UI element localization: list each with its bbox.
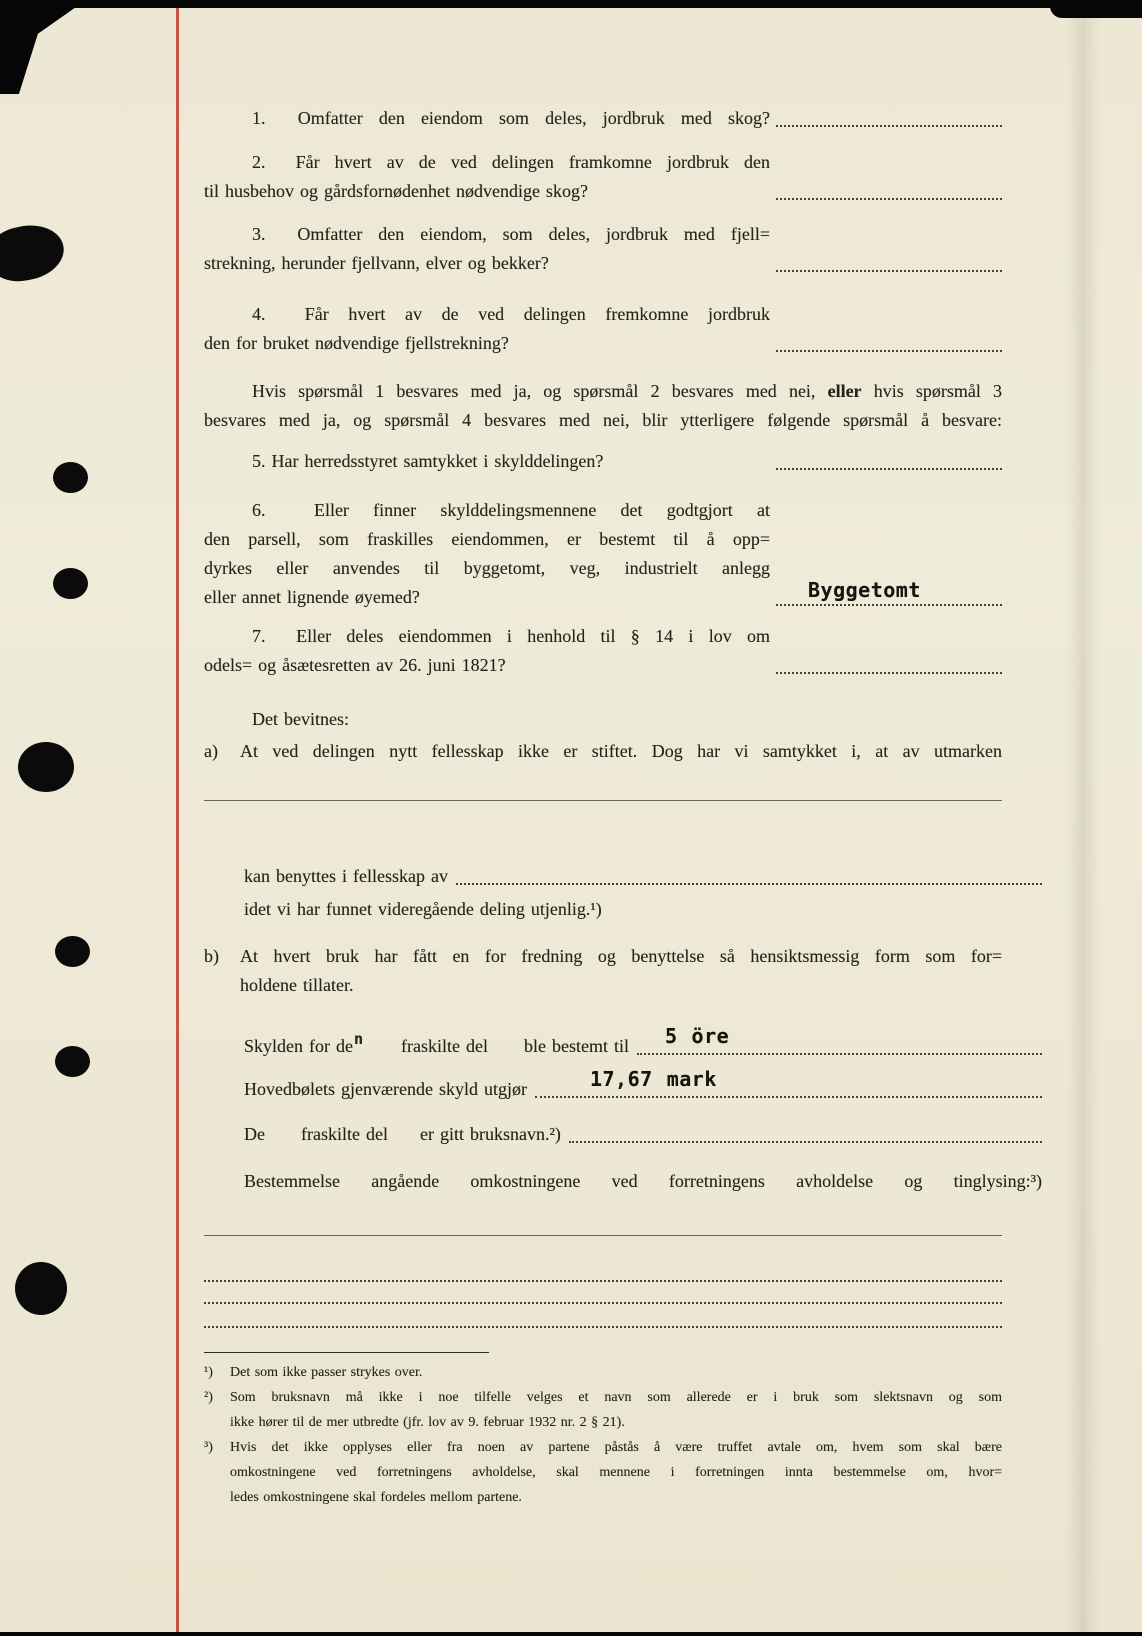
footnote-1-marker: ¹) xyxy=(204,1365,213,1380)
question-3-text-line2: strekning, herunder fjellvann, elver og bekker? xyxy=(204,253,549,273)
footnotes xyxy=(204,1360,1002,1510)
answer-line-q2 xyxy=(776,198,1002,200)
paper-sheet xyxy=(0,8,1142,1632)
footnote-3-line1: Hvis det ikke opplyses eller fra noen av partene påstås å være truffet avtale om, hvem som skal bære xyxy=(230,1440,1002,1455)
bruksnavn-part3: er gitt bruksnavn.²) xyxy=(419,1124,561,1144)
punch-hole xyxy=(0,219,69,288)
question-1-text: 1. Omfatter den eiendom som deles, jordbruk med skog? xyxy=(252,108,770,128)
skyld-part3: ble bestemt til xyxy=(523,1036,629,1056)
footnote-3-line2: omkostningene ved forretningens avholdelse, skal mennene i forretningen innta bestemmelse om, hvor= xyxy=(230,1465,1002,1480)
skyld-row xyxy=(204,1024,1042,1061)
question-6-text-line2: den parsell, som fraskilles eiendommen, er bestemt til å opp= xyxy=(204,529,770,549)
attestation-heading-block xyxy=(204,705,1002,734)
question-5-text: 5. Har herredsstyret samtykket i skylddelingen? xyxy=(252,451,604,471)
punch-hole xyxy=(55,936,90,967)
idet-row xyxy=(204,895,1042,924)
attestation-heading: Det bevitnes: xyxy=(252,709,349,729)
typed-answer-byggetomt: Byggetomt xyxy=(808,578,921,602)
punch-hole xyxy=(18,742,74,792)
punch-hole xyxy=(55,1046,90,1077)
answer-line-q4 xyxy=(776,350,1002,352)
intro-line1-post: hvis spørsmål 3 xyxy=(861,381,1002,401)
kan-benyttes-answer-line xyxy=(456,883,1042,885)
question-3-text-line1: 3. Omfatter den eiendom, som deles, jordbruk med fjell= xyxy=(252,224,770,244)
question-7 xyxy=(204,622,1002,680)
bestemmelse-text: Bestemmelse angående omkostningene ved forretningens avholdelse og tinglysing:³) xyxy=(244,1171,1042,1191)
bruksnavn-answer-line xyxy=(569,1141,1042,1143)
footnote-3 xyxy=(204,1435,1002,1510)
attestation-a-text: At ved delingen nytt fellesskap ikke er stiftet. Dog har vi samtykket i, at av utmarken xyxy=(240,741,1002,761)
bruksnavn-part2: fraskilte del xyxy=(301,1124,388,1144)
hovedbol-label: Hovedbølets gjenværende skyld utgjør xyxy=(244,1079,527,1099)
blank-writing-line xyxy=(204,1235,1002,1236)
question-4-text-line2: den for bruket nødvendige fjellstrekning? xyxy=(204,333,509,353)
typed-answer-17-67-mark: 17,67 mark xyxy=(589,1067,717,1091)
skyld-answer-line xyxy=(637,1024,1042,1055)
footnote-1 xyxy=(204,1360,1002,1385)
answer-line-q3 xyxy=(776,270,1002,272)
question-2-text-line2: til husbehov og gårdsfornødenhet nødvendige skog? xyxy=(204,181,588,201)
footnote-2-marker: ²) xyxy=(204,1390,213,1405)
hovedbol-answer-line xyxy=(535,1067,1042,1098)
intro-line1 xyxy=(204,377,1002,406)
footnote-3-marker: ³) xyxy=(204,1440,213,1455)
question-2 xyxy=(204,148,1002,206)
punch-hole xyxy=(53,568,88,599)
typed-superscript-n: n xyxy=(353,1030,364,1048)
question-4 xyxy=(204,300,1002,358)
intro-line2: besvares med ja, og spørsmål 4 besvares med nei, blir ytterligere følgende spørsmål å besvare: xyxy=(204,410,1002,430)
question-3 xyxy=(204,220,1002,278)
blank-writing-line xyxy=(204,1326,1002,1328)
attestation-b-marker: b) xyxy=(204,946,219,966)
question-2-text-line1: 2. Får hvert av de ved delingen framkomne jordbruk den xyxy=(252,152,770,172)
question-1 xyxy=(204,104,1002,133)
bestemmelse-row xyxy=(204,1167,1042,1196)
bruksnavn-part1: De xyxy=(244,1124,265,1144)
blank-writing-line xyxy=(204,1280,1002,1282)
typed-answer-5-ore: 5 öre xyxy=(664,1024,730,1048)
bruksnavn-row xyxy=(204,1120,1042,1149)
paper-crease xyxy=(1066,8,1100,1632)
attestation-b-line1: At hvert bruk har fått en for fredning og benyttelse så hensiktsmessig form som for= xyxy=(240,946,1002,966)
footnote-separator xyxy=(204,1352,489,1353)
attestation-b xyxy=(204,942,1002,1000)
footnote-2-line2: ikke hører til de mer utbredte (jfr. lov av 9. februar 1932 nr. 2 § 21). xyxy=(230,1415,625,1430)
footnote-3-line3: ledes omkostningene skal fordeles mellom partene. xyxy=(230,1490,522,1505)
answer-line-q5 xyxy=(776,468,1002,470)
footnote-1-text: Det som ikke passer strykes over. xyxy=(230,1365,423,1380)
question-6-text-line3: dyrkes eller anvendes til byggetomt, veg, industrielt anlegg xyxy=(204,558,770,578)
question-6-text-line1: 6. Eller finner skylddelingsmennene det godtgjort at xyxy=(252,500,770,520)
question-6-text-line4: eller annet lignende øyemed? xyxy=(204,587,420,607)
intro-line1-bold: eller xyxy=(827,381,862,401)
attestation-b-line2: holdene tillater. xyxy=(240,975,354,995)
hovedbol-row xyxy=(204,1067,1042,1104)
intro-paragraph xyxy=(204,377,1002,435)
skyld-part1: Skylden for de xyxy=(244,1036,353,1056)
answer-line-q7 xyxy=(776,672,1002,674)
kan-benyttes-row xyxy=(204,862,1042,891)
question-5 xyxy=(204,447,1002,476)
footnote-2 xyxy=(204,1385,1002,1435)
footnote-2-line1: Som bruksnavn må ikke i noe tilfelle velges et navn som allerede er i bruk som slektsnavn og som xyxy=(230,1390,1002,1405)
blank-writing-line xyxy=(204,800,1002,801)
punch-hole xyxy=(53,462,88,493)
question-7-text-line2: odels= og åsætesretten av 26. juni 1821? xyxy=(204,655,506,675)
kan-benyttes-label: kan benyttes i fellesskap av xyxy=(244,866,448,886)
blank-writing-line xyxy=(204,1302,1002,1304)
intro-line1-pre: Hvis spørsmål 1 besvares med ja, og spørsmål 2 besvares med nei, xyxy=(252,381,828,401)
scan-edge-artifact-top-right xyxy=(1050,0,1142,18)
question-7-text-line1: 7. Eller deles eiendommen i henhold til § 14 i lov om xyxy=(252,626,770,646)
attestation-a-marker: a) xyxy=(204,741,218,761)
red-margin-line xyxy=(176,8,179,1632)
skyld-part2: fraskilte del xyxy=(401,1036,488,1056)
attestation-a xyxy=(204,737,1002,766)
answer-line-q1 xyxy=(776,125,1002,127)
question-4-text-line1: 4. Får hvert av de ved delingen fremkomne jordbruk xyxy=(252,304,770,324)
punch-hole xyxy=(15,1262,67,1315)
question-6 xyxy=(204,496,1002,612)
idet-text: idet vi har funnet videregående deling utjenlig.¹) xyxy=(244,899,602,919)
answer-line-q6 xyxy=(776,604,1002,606)
